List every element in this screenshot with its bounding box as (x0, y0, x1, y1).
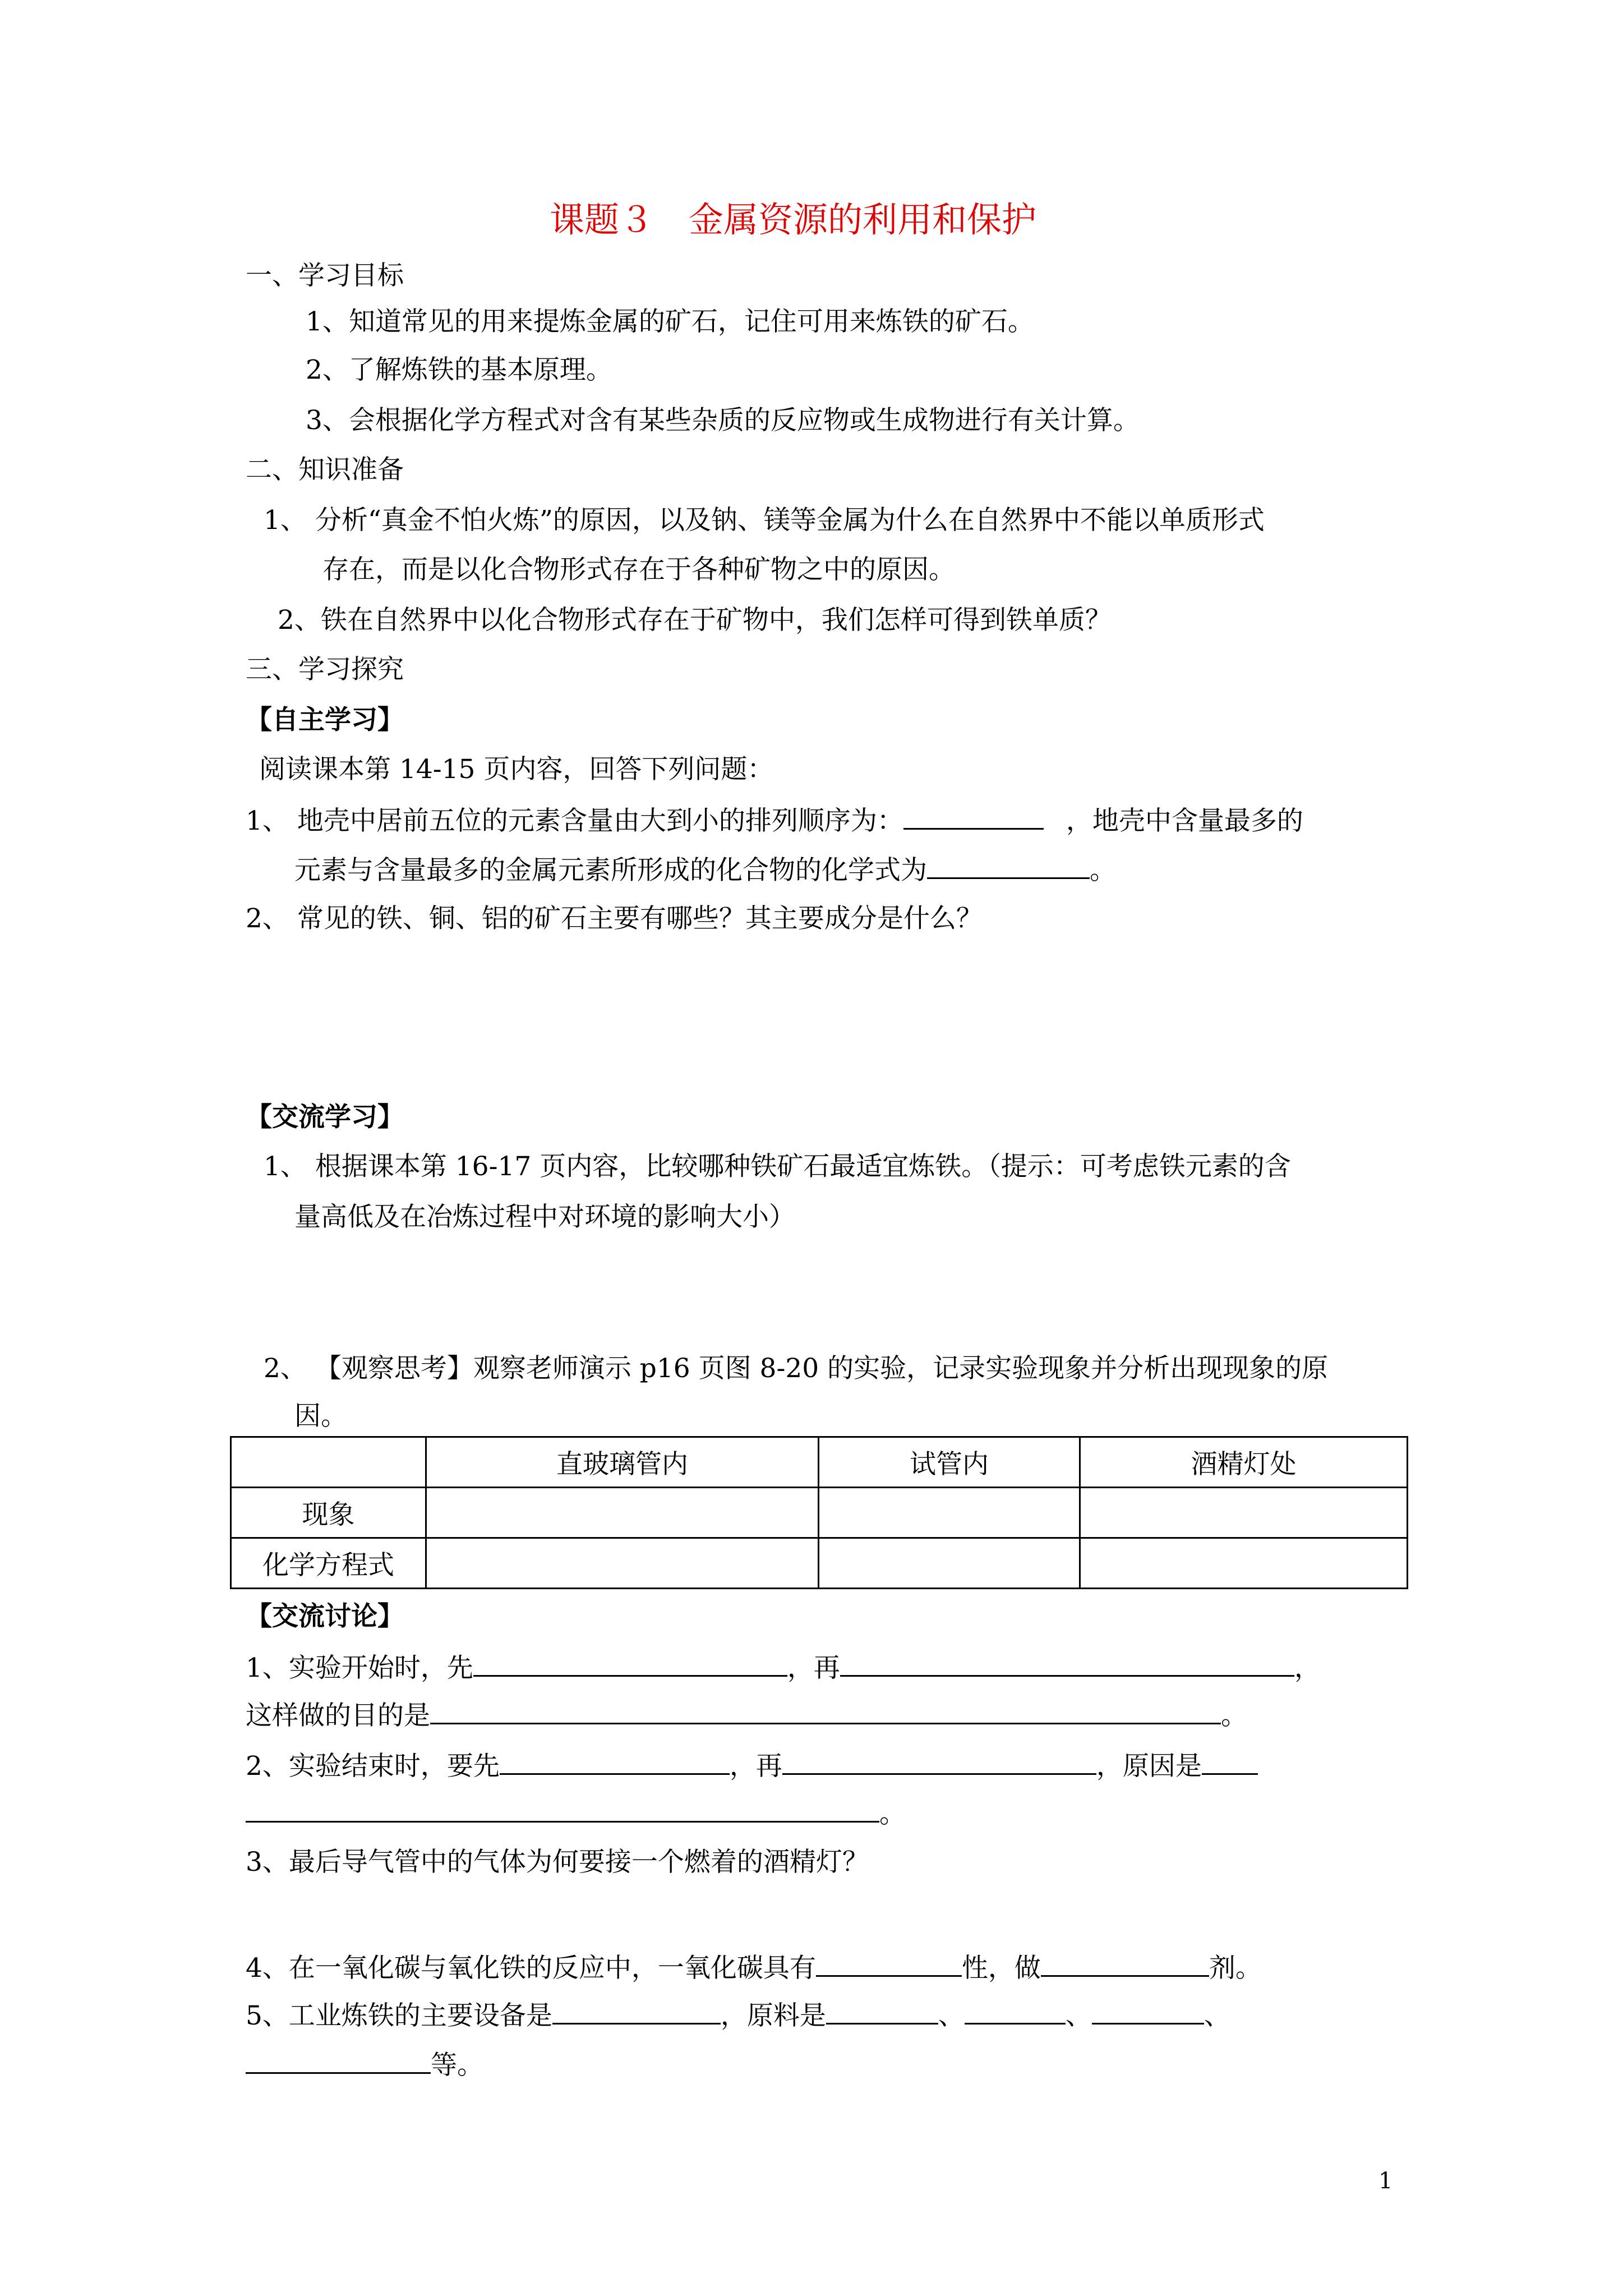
discussion-question-1-cont: 这样做的目的是 。 (246, 1697, 1247, 1733)
objective-item: 1、知道常见的用来提炼金属的矿石，记住可用来炼铁的矿石。 (306, 306, 1034, 337)
table-header: 酒精灯处 (1080, 1437, 1408, 1488)
exchange-heading: 【交流学习】 (246, 1102, 404, 1133)
discussion-heading: 【交流讨论】 (246, 1601, 404, 1632)
table-header (231, 1437, 426, 1488)
observation-table (230, 1436, 1408, 1589)
discussion-question-3: 3、最后导气管中的气体为何要接一个燃着的酒精灯？ (246, 1847, 869, 1878)
answer-blank[interactable] (826, 1997, 938, 2024)
table-cell[interactable] (426, 1488, 819, 1538)
answer-blank[interactable] (500, 1747, 730, 1775)
answer-blank[interactable] (965, 1997, 1066, 2024)
preparation-question-1: 1、 分析“真金不怕火炼”的原因，以及钠、镁等金属为什么在自然界中不能以单质形式 (264, 505, 1265, 536)
page-number: 1 (1378, 2168, 1393, 2194)
exchange-question-1: 1、 根据课本第 16-17 页内容，比较哪种铁矿石最适宜炼铁。（提示：可考虑铁元素的含 (264, 1151, 1291, 1182)
answer-blank[interactable] (903, 802, 1044, 830)
discussion-question-2-cont: 。 (246, 1795, 906, 1831)
preparation-question-2: 2、铁在自然界中以化合物形式存在于矿物中，我们怎样可得到铁单质？ (278, 605, 1112, 636)
self-study-question-1-cont: 元素与含量最多的金属元素所形成的化合物的化学式为 。 (294, 852, 1116, 887)
exchange-question-2: 2、 【观察思考】观察老师演示 p16 页图 8-20 的实验，记录实验现象并分析出现现象的原 (264, 1353, 1329, 1384)
discussion-question-4: 4、在一氧化碳与氧化铁的反应中，一氧化碳具有 性，做 剂。 (246, 1949, 1262, 1985)
exchange-question-1-cont: 量高低及在冶炼过程中对环境的影响大小） (294, 1202, 795, 1232)
table-cell[interactable] (1080, 1538, 1408, 1589)
table-header: 直玻璃管内 (426, 1437, 819, 1488)
answer-blank[interactable] (552, 1997, 721, 2024)
objective-item: 3、会根据化学方程式对含有某些杂质的反应物或生成物进行有关计算。 (306, 405, 1140, 436)
table-header: 试管内 (819, 1437, 1080, 1488)
section-heading-preparation: 二、知识准备 (246, 454, 404, 485)
answer-blank[interactable] (927, 852, 1090, 879)
reading-instruction: 阅读课本第 14-15 页内容，回答下列问题： (259, 754, 774, 785)
table-cell[interactable] (426, 1538, 819, 1589)
objective-item: 2、了解炼铁的基本原理。 (306, 355, 612, 385)
section-heading-inquiry: 三、学习探究 (246, 654, 404, 685)
self-study-heading: 【自主学习】 (246, 705, 404, 735)
answer-blank[interactable] (782, 1747, 1096, 1775)
table-cell[interactable] (1080, 1488, 1408, 1538)
answer-blank[interactable] (840, 1649, 1294, 1677)
section-heading-objectives: 一、学习目标 (246, 260, 404, 291)
table-cell[interactable] (819, 1538, 1080, 1589)
answer-blank[interactable] (246, 2046, 431, 2074)
answer-blank[interactable] (473, 1649, 787, 1677)
discussion-question-1: 1、实验开始时，先 ，再 ， (246, 1649, 1321, 1685)
preparation-question-1-cont: 存在，而是以化合物形式存在于各种矿物之中的原因。 (322, 554, 955, 585)
answer-blank[interactable] (430, 1697, 1221, 1724)
self-study-question-1: 1、 地壳中居前五位的元素含量由大到小的排列顺序为： ，地壳中含量最多的 (246, 802, 1303, 838)
discussion-question-2: 2、实验结束时，要先 ，再 ，原因是 (246, 1747, 1258, 1783)
answer-blank[interactable] (816, 1949, 962, 1977)
discussion-question-5: 5、工业炼铁的主要设备是 ，原料是 、 、 、 (246, 1997, 1230, 2033)
answer-blank[interactable] (1202, 1747, 1258, 1775)
discussion-question-5-cont: 等。 (246, 2046, 483, 2082)
self-study-question-2: 2、 常见的铁、铜、铝的矿石主要有哪些？其主要成分是什么？ (246, 903, 983, 934)
answer-blank[interactable] (1092, 1997, 1204, 2024)
answer-blank[interactable] (246, 1795, 879, 1823)
table-row-label: 现象 (231, 1488, 426, 1538)
table-cell[interactable] (819, 1488, 1080, 1538)
table-row-label: 化学方程式 (231, 1538, 426, 1589)
exchange-question-2-cont: 因。 (294, 1401, 347, 1432)
page-title: 课题３ 金属资源的利用和保护 (550, 199, 1037, 240)
answer-blank[interactable] (1041, 1949, 1209, 1977)
